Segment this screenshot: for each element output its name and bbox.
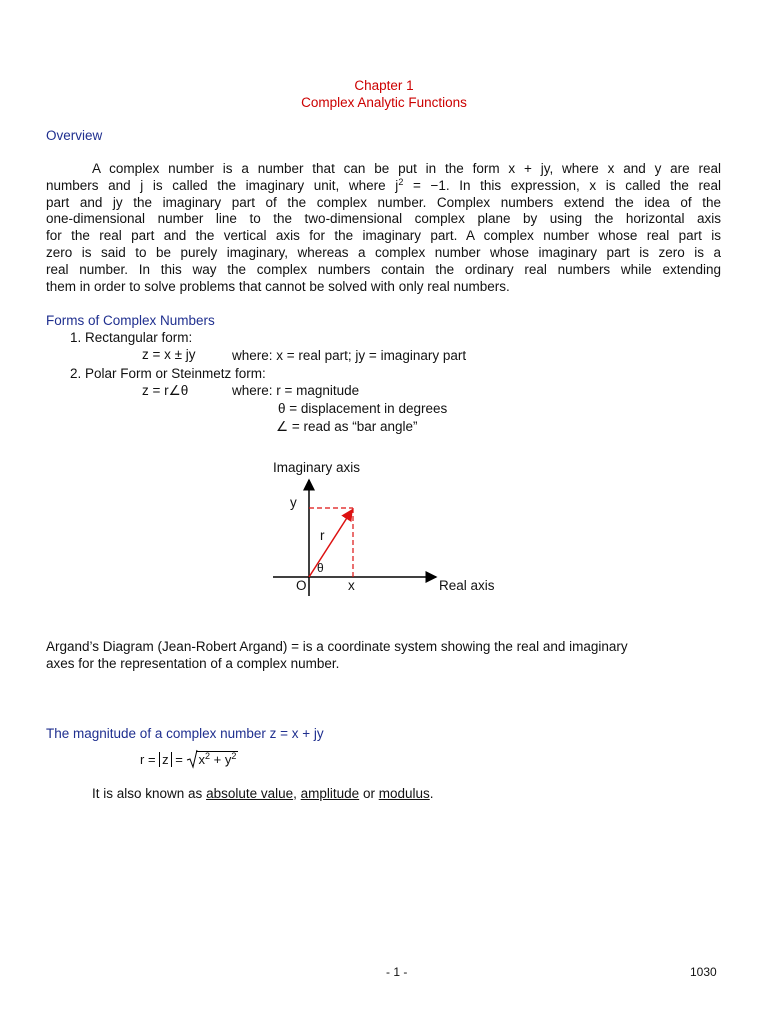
chapter-title: Complex Analytic Functions (301, 95, 467, 110)
polar-formula: z = r∠θ (142, 383, 189, 398)
overview-heading: Overview (46, 128, 103, 143)
formula-sqrt (186, 752, 238, 767)
real-axis-label: Real axis (439, 578, 495, 593)
overview-line-8: them in order to solve problems that cannot be solved with only real numbers. (46, 278, 510, 294)
sqrt-icon (186, 749, 198, 769)
rectangular-formula: z = x ± jy (142, 347, 196, 362)
overview-line-6: zero is said to be purely imaginary, whereas a complex number whose imaginary part is zero is a (46, 244, 721, 260)
magnitude-heading: The magnitude of a complex number z = x + jy (46, 726, 324, 741)
overview-line-5: for the real part and the vertical axis for the imaginary part. A complex number whose real part is (46, 228, 721, 244)
note-suffix: . (429, 786, 434, 801)
rectangular-where: where: x = real part; jy = imaginary part (232, 348, 467, 363)
term-absolute-value: absolute value (206, 786, 294, 801)
overview-line-7: real number. In this way the complex numbers contain the ordinary real numbers while extending (46, 261, 721, 277)
polar-where-angle: ∠ = read as “bar angle” (276, 419, 418, 434)
j-squared-sup: 2 (398, 176, 404, 187)
note-sep-1: , (293, 786, 301, 801)
origin-label: O (296, 578, 307, 593)
note-prefix: It is also known as (92, 786, 207, 801)
theta-label: θ (317, 561, 324, 575)
radicand-x-sup: 2 (204, 751, 210, 761)
overview-line-2-b: = −1. In this expression, x is called the real (403, 177, 721, 193)
formula-abs-z (159, 752, 172, 767)
radicand-plus-y: + y (210, 752, 232, 767)
page-number: - 1 - (386, 965, 408, 979)
y-label: y (290, 495, 297, 510)
forms-heading: Forms of Complex Numbers (46, 313, 215, 328)
sqrt-radicand (196, 751, 238, 767)
overview-paragraph (46, 161, 721, 295)
magnitude-note (92, 786, 434, 801)
term-modulus: modulus (378, 786, 430, 801)
argand-line-2: axes for the representation of a complex number. (46, 656, 340, 671)
radicand-x: x (198, 752, 205, 767)
overview-line-2 (46, 178, 721, 195)
overview-line-3: part and jy the imaginary part of the complex number. Complex numbers extend the idea of the (46, 194, 721, 210)
magnitude-formula (140, 752, 238, 767)
formula-r: r = (140, 752, 160, 767)
polar-where-theta: θ = displacement in degrees (278, 401, 448, 416)
polar-label: 2. Polar Form or Steinmetz form: (70, 366, 266, 381)
polar-where-r: where: r = magnitude (232, 383, 360, 398)
radicand-y-sup: 2 (231, 751, 237, 761)
argand-diagram (0, 450, 768, 610)
formula-eq: = (171, 752, 187, 767)
note-sep-2: or (359, 786, 379, 801)
term-amplitude: amplitude (300, 786, 360, 801)
rectangular-label: 1. Rectangular form: (70, 330, 193, 345)
chapter-label: Chapter 1 (354, 78, 414, 93)
formula-z: z (162, 752, 169, 767)
overview-line-1: A complex number is a number that can be put in the form x + jy, where x and y are real (92, 161, 721, 176)
vector-r-line (309, 510, 352, 577)
r-label: r (320, 528, 325, 543)
overview-line-2-a: numbers and j is called the imaginary unit, where j (46, 177, 399, 193)
x-label: x (348, 578, 355, 593)
footer-code: 1030 (690, 965, 717, 979)
imaginary-axis-label: Imaginary axis (273, 460, 361, 475)
argand-line-1: Argand’s Diagram (Jean-Robert Argand) = is a coordinate system showing the real and imaginary (46, 639, 628, 654)
overview-line-4: one-dimensional number line to the two-dimensional complex plane by using the horizontal axis (46, 211, 721, 227)
